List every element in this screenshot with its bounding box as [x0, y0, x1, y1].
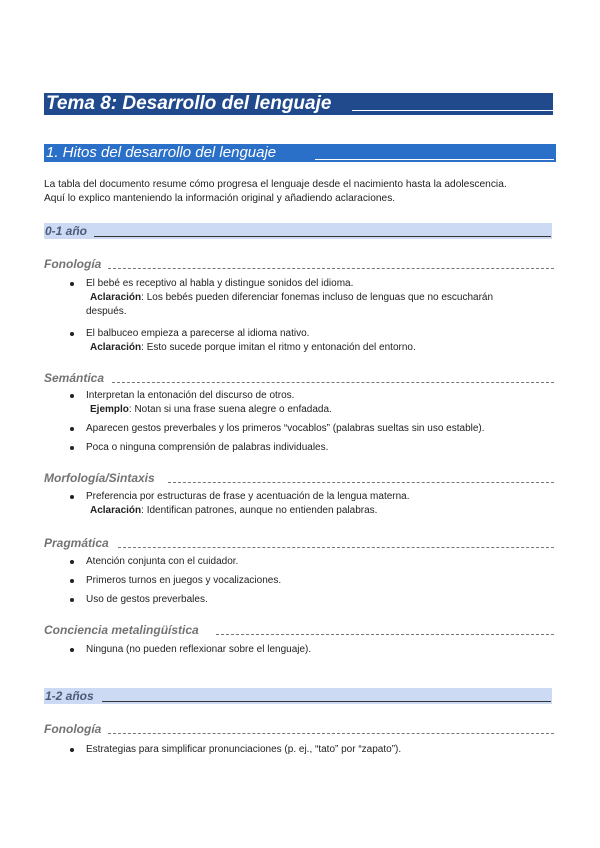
title-underline	[352, 110, 553, 111]
subheading-underline	[112, 382, 554, 383]
bullet-icon	[70, 598, 74, 602]
age-heading-underline	[102, 701, 551, 702]
bullet-icon	[70, 495, 74, 499]
subheading-conciencia: Conciencia metalingüística	[44, 622, 556, 638]
subheading-fonologia-2: Fonología	[44, 721, 556, 737]
bullet-icon	[70, 446, 74, 450]
document-title: Tema 8: Desarrollo del lenguaje	[44, 93, 553, 115]
bullet-icon	[70, 332, 74, 336]
age-heading-0-1: 0-1 año	[44, 223, 552, 239]
subheading-underline	[108, 733, 554, 734]
bullet-icon	[70, 560, 74, 564]
age-heading-underline	[94, 236, 551, 237]
subheading-semantica: Semántica	[44, 370, 556, 386]
section-underline	[315, 159, 554, 160]
intro-line: La tabla del documento resume cómo progresa el lenguaje desde el nacimiento hasta la adolescencia.	[44, 179, 507, 190]
intro-line: Aquí lo explico manteniendo la información original y añadiendo aclaraciones.	[44, 193, 396, 204]
subheading-underline	[108, 268, 554, 269]
bullet-icon	[70, 427, 74, 431]
subheading-underline	[216, 634, 554, 635]
age-heading-1-2: 1-2 años	[44, 688, 552, 704]
document-page: Tema 8: Desarrollo del lenguaje 1. Hitos del desarrollo del lenguaje La tabla del documento resume cómo progresa el lenguaje desde el nacimiento hasta la adolescencia. Aquí lo explico manteniendo la información original y añadiendo aclaraciones. 0-1 año Fonología El bebé es receptivo al habla y distingue sonidos del idioma. Aclaración: Los bebés pueden diferenciar fonemas incluso de lenguas que no escucharán después. El balbuceo empieza a parecerse al idioma nativo. Aclaración: Esto sucede porque imitan el ritmo y entonación del entorno. Semántica Interpretan la entonación del discurso de otros. Ejemplo: Notan si una frase suena alegre o enfadada. Aparecen gestos preverbales y los primeros “vocablos” (palabras sueltas sin uso estable). Poca o ninguna comprensión de palabras individuales. Morfología/Sintaxis Preferencia por estructuras de frase y acentuación de la lengua materna. Aclaración: Identifican patrones, aunque no entienden palabras. Pragmática Atención conjunta con el cuidador. Primeros turnos en juegos y vocalizaciones. Uso de gestos preverbales. Conciencia metalingüística Ninguna (no pueden reflexionar sobre el lenguaje). 1-2 años Fonología Estrategias para simplificar pronunciaciones (p. ej., “tato” por “zapato”).	[0, 0, 600, 848]
subheading-underline	[118, 547, 554, 548]
bullet-icon	[70, 282, 74, 286]
subheading-pragmatica: Pragmática	[44, 535, 556, 551]
bullet-icon	[70, 748, 74, 752]
subheading-underline	[168, 482, 554, 483]
subheading-fonologia: Fonología	[44, 256, 556, 272]
intro-paragraph	[44, 178, 556, 206]
section-heading: 1. Hitos del desarrollo del lenguaje	[44, 144, 556, 162]
subheading-morfologia: Morfología/Sintaxis	[44, 470, 556, 486]
bullet-icon	[70, 648, 74, 652]
bullet-icon	[70, 579, 74, 583]
bullet-icon	[70, 394, 74, 398]
